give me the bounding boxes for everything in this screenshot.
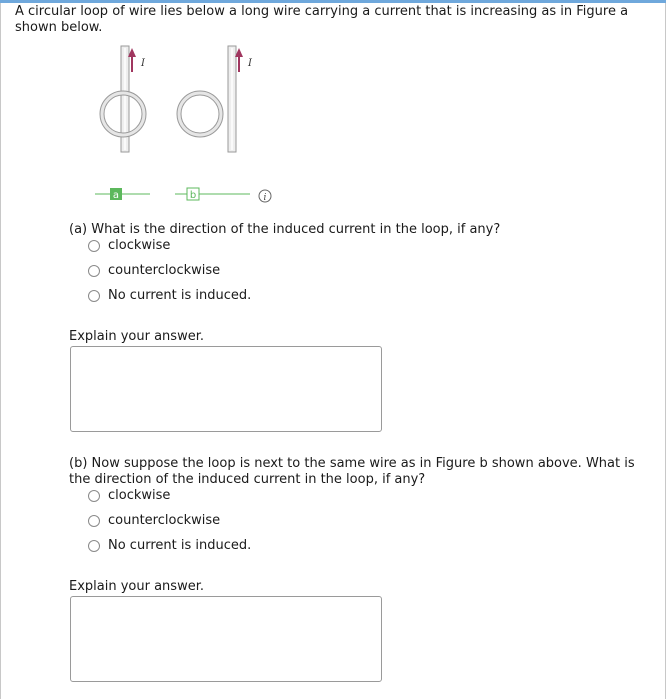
figure-b (179, 46, 253, 152)
problem-intro: A circular loop of wire lies below a long wire carrying a current that is increasing as in Figure a shown below. (15, 4, 629, 35)
radio-b-clockwise[interactable] (88, 490, 100, 502)
current-label-a: I (141, 58, 145, 69)
info-icon-glyph: i (263, 193, 267, 203)
radio-a-clockwise[interactable] (88, 240, 100, 252)
radio-b-counterclockwise[interactable] (88, 515, 100, 527)
option-b-clockwise[interactable] (88, 488, 170, 503)
explain-label-a: Explain your answer. (69, 329, 204, 344)
option-b-no-current[interactable] (88, 538, 251, 553)
option-b-no-current-label: No current is induced. (108, 538, 252, 553)
label-a: a (112, 190, 120, 201)
option-a-clockwise[interactable] (88, 238, 170, 253)
explain-label-b: Explain your answer. (69, 579, 204, 594)
radio-a-no-current[interactable] (88, 290, 100, 302)
explain-answer-b[interactable] (70, 596, 382, 682)
option-a-clockwise-label: clockwise (108, 238, 171, 253)
option-a-counterclockwise-label: counterclockwise (108, 263, 221, 278)
label-b: b (189, 190, 197, 201)
explain-answer-a[interactable] (70, 346, 382, 432)
radio-a-counterclockwise[interactable] (88, 265, 100, 277)
figure-labels (95, 185, 295, 205)
option-a-no-current[interactable] (88, 288, 251, 303)
radio-b-no-current[interactable] (88, 540, 100, 552)
option-b-counterclockwise[interactable] (88, 513, 220, 528)
wire-loop-figure (95, 42, 295, 164)
figure-a (102, 46, 146, 152)
question-a: (a) What is the direction of the induced current in the loop, if any? (69, 222, 501, 237)
current-label-b: I (248, 58, 252, 69)
option-a-no-current-label: No current is induced. (108, 288, 252, 303)
question-b: (b) Now suppose the loop is next to the same wire as in Figure b shown above. What is the direction of the induced current in the loop, if any? (69, 456, 635, 487)
option-a-counterclockwise[interactable] (88, 263, 220, 278)
option-b-counterclockwise-label: counterclockwise (108, 513, 221, 528)
option-b-clockwise-label: clockwise (108, 488, 171, 503)
